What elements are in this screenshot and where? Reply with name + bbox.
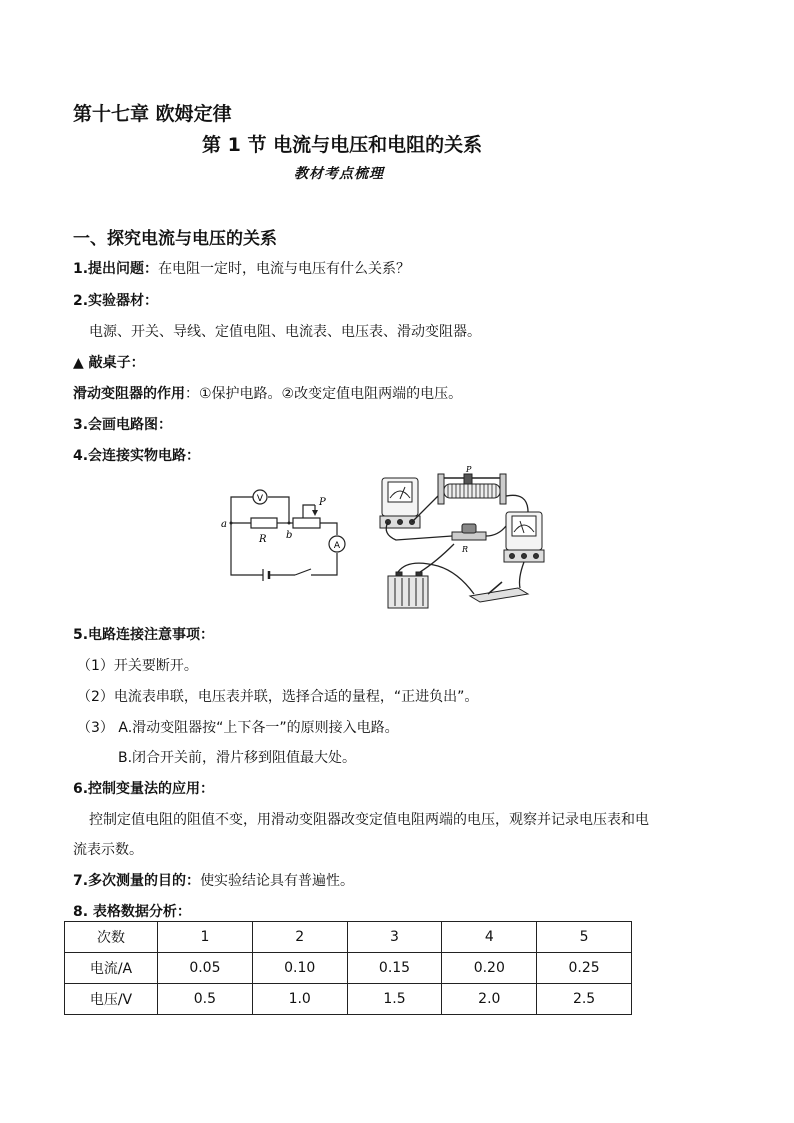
item-2-label-text: 2.实验器材：: [73, 293, 159, 309]
point-b-label: b: [286, 530, 293, 541]
rheostat-device: [438, 474, 506, 504]
table-cell: 2: [252, 922, 347, 953]
item-6-text-2: 流表示数。: [73, 842, 143, 858]
tip-line: [73, 383, 462, 403]
item-7-label: 7.多次测量的目的：: [73, 873, 201, 889]
table-cell: 2.5: [537, 984, 632, 1015]
item-1-text: 在电阻一定时，电流与电压有什么关系？: [158, 261, 411, 277]
table-cell: 0.15: [347, 953, 442, 984]
item-2-text: 电源、开关、导线、定值电阻、电流表、电压表、滑动变阻器。: [89, 324, 481, 340]
table-cell: 1.0: [252, 984, 347, 1015]
table-cell: 1: [158, 922, 253, 953]
item-6-label: 6.控制变量法的应用：: [73, 781, 215, 797]
item-2-label: [73, 290, 158, 310]
table-cell: 电流/A: [65, 953, 158, 984]
table-cell: 0.20: [442, 953, 537, 984]
item-4-label: 4.会连接实物电路：: [73, 448, 201, 464]
table-cell: 1.5: [347, 984, 442, 1015]
slider-label: P: [319, 497, 326, 508]
data-table: [64, 921, 632, 1015]
item-7-text: 使实验结论具有普遍性。: [200, 873, 355, 889]
item-1-label: 1.提出问题：: [73, 261, 159, 277]
physical-circuit-illustration: [378, 466, 548, 616]
table-cell: 电压/V: [65, 984, 158, 1015]
item-5-c: （3） A.滑动变阻器按“上下各一”的原则接入电路。: [77, 720, 399, 736]
item-7: [73, 870, 354, 890]
table-cell: 4: [442, 922, 537, 953]
part-heading: 一、探究电流与电压的关系: [73, 229, 277, 249]
table-row: [65, 984, 632, 1015]
item-5-a: （1）开关要断开。: [77, 658, 198, 674]
item-6: [73, 778, 214, 798]
table-cell: 0.10: [252, 953, 347, 984]
photo-r-label: R: [462, 545, 469, 554]
subtitle: 教材考点梳理: [294, 166, 384, 182]
photo-p-label: P: [466, 466, 472, 474]
resistor-device: [452, 524, 486, 540]
table-header-row: [65, 922, 632, 953]
table-row: [65, 953, 632, 984]
table-cell: 3: [347, 922, 442, 953]
item-8-label: 8. 表格数据分析：: [73, 904, 191, 920]
item-8: [73, 901, 191, 921]
ammeter-label: A: [333, 541, 341, 551]
table-cell: 5: [537, 922, 632, 953]
chapter-title: 第十七章 欧姆定律: [73, 103, 232, 125]
item-4: [73, 445, 200, 465]
item-3-label: 3.会画电路图：: [73, 417, 173, 433]
battery-device: [388, 572, 428, 608]
item-6-text-1: 控制定值电阻的阻值不变，用滑动变阻器改变定值电阻两端的电压，观察并记录电压表和电: [89, 812, 649, 828]
table-cell: 0.25: [537, 953, 632, 984]
item-5: [73, 624, 214, 644]
tip-label-text: ▲ 敲桌子：: [73, 355, 145, 371]
item-3: [73, 414, 172, 434]
tip-key: 滑动变阻器的作用: [73, 386, 185, 402]
table-cell: 0.5: [158, 984, 253, 1015]
tip-text: ：①保护电路。②改变定值电阻两端的电压。: [185, 386, 463, 402]
point-a-label: a: [221, 519, 227, 530]
table-cell: 2.0: [442, 984, 537, 1015]
ammeter-device: [504, 512, 544, 562]
resistor-label: R: [259, 534, 267, 545]
tip-label: [73, 352, 145, 372]
voltmeter-label: V: [256, 494, 264, 504]
item-1: [73, 258, 410, 278]
table-cell: 次数: [65, 922, 158, 953]
section-title: 第 1 节 电流与电压和电阻的关系: [202, 134, 483, 156]
item-5-b: （2）电流表串联，电压表并联，选择合适的量程，“正进负出”。: [77, 689, 479, 705]
circuit-diagram: [215, 483, 355, 583]
item-5-label: 5.电路连接注意事项：: [73, 627, 215, 643]
table-cell: 0.05: [158, 953, 253, 984]
item-5-d: B.闭合开关前，滑片移到阻值最大处。: [118, 750, 357, 766]
